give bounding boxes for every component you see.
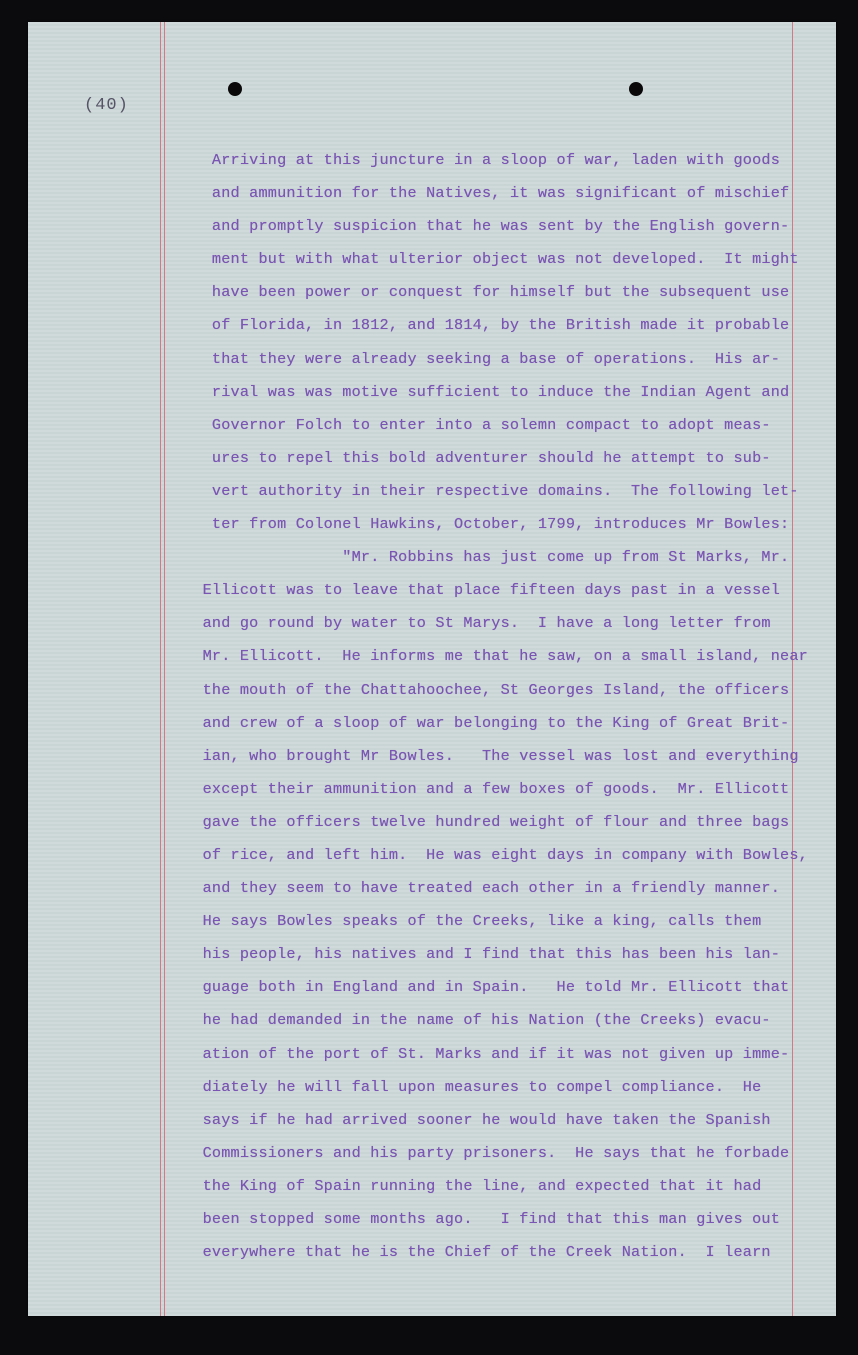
body-text: [156, 144, 816, 1269]
text-line: have been power or conquest for himself but the subsequent use: [156, 283, 790, 302]
text-line: ter from Colonel Hawkins, October, 1799, introduces Mr Bowles:: [156, 515, 790, 534]
punch-hole-left: [228, 82, 242, 96]
text-line: ation of the port of St. Marks and if it was not given up imme-: [156, 1044, 790, 1063]
text-line: Mr. Ellicott. He informs me that he saw, on a small island, near: [156, 647, 808, 666]
text-line: guage both in England and in Spain. He told Mr. Ellicott that: [156, 978, 790, 997]
text-line: and promptly suspicion that he was sent by the English govern-: [156, 217, 790, 236]
text-line: he had demanded in the name of his Nation (the Creeks) evacu-: [156, 1011, 771, 1030]
text-line: except their ammunition and a few boxes of goods. Mr. Ellicott: [156, 779, 790, 798]
text-line: Governor Folch to enter into a solemn compact to adopt meas-: [156, 415, 771, 434]
text-line: the mouth of the Chattahoochee, St Georges Island, the officers: [156, 680, 790, 699]
text-line: gave the officers twelve hundred weight of flour and three bags: [156, 812, 790, 831]
text-line: diately he will fall upon measures to compel compliance. He: [156, 1077, 762, 1096]
punch-hole-right: [629, 82, 643, 96]
page-number: (40): [84, 96, 129, 115]
text-line: Commissioners and his party prisoners. He says that he forbade: [156, 1143, 790, 1162]
text-line: and ammunition for the Natives, it was significant of mischief: [156, 184, 790, 203]
text-line: the King of Spain running the line, and expected that it had: [156, 1176, 762, 1195]
text-line: says if he had arrived sooner he would have taken the Spanish: [156, 1110, 771, 1129]
text-line: ment but with what ulterior object was not developed. It might: [156, 250, 799, 269]
text-line: vert authority in their respective domains. The following let-: [156, 481, 799, 500]
text-line: ian, who brought Mr Bowles. The vessel was lost and everything: [156, 746, 799, 765]
text-line: "Mr. Robbins has just come up from St Marks, Mr.: [156, 548, 790, 567]
text-line: his people, his natives and I find that this has been his lan-: [156, 945, 781, 964]
text-line: of rice, and left him. He was eight days in company with Bowles,: [156, 845, 808, 864]
document-page: [28, 22, 836, 1316]
text-line: He says Bowles speaks of the Creeks, like a king, calls them: [156, 912, 762, 931]
text-line: everywhere that he is the Chief of the Creek Nation. I learn: [156, 1243, 771, 1262]
text-line: and they seem to have treated each other in a friendly manner.: [156, 879, 781, 898]
text-line: of Florida, in 1812, and 1814, by the British made it probable: [156, 316, 790, 335]
text-line: and crew of a sloop of war belonging to the King of Great Brit-: [156, 713, 790, 732]
text-line: Arriving at this juncture in a sloop of war, laden with goods: [156, 151, 781, 169]
text-line: that they were already seeking a base of operations. His ar-: [156, 349, 781, 368]
text-line: and go round by water to St Marys. I have a long letter from: [156, 614, 771, 633]
text-line: Ellicott was to leave that place fifteen days past in a vessel: [156, 581, 781, 600]
text-line: ures to repel this bold adventurer should he attempt to sub-: [156, 448, 771, 467]
text-line: been stopped some months ago. I find that this man gives out: [156, 1210, 781, 1228]
text-line: rival was was motive sufficient to induce the Indian Agent and: [156, 382, 790, 401]
